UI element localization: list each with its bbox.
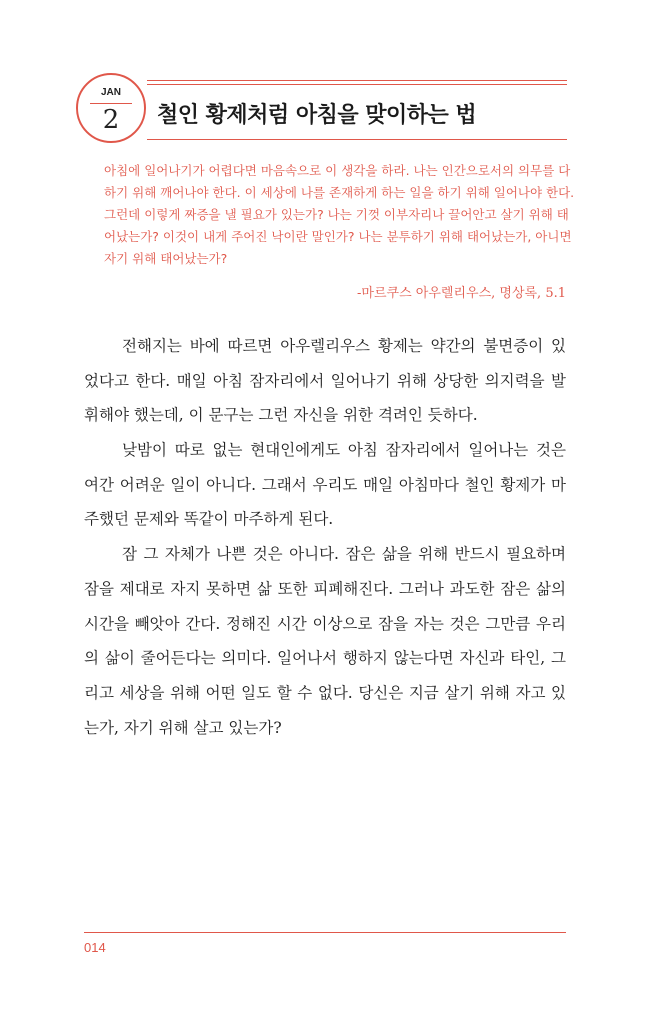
quote-line: 아침에 일어나기가 어렵다면 마음속으로 이 생각을 하라. 나는 인간으로서의 의무를 다 bbox=[104, 163, 571, 178]
quote-line: 어났는가? 이것이 내게 주어진 낙이란 말인가? 나는 분투하기 위해 태어났는가, 아니면 bbox=[104, 229, 572, 244]
quote-line: 자기 위해 태어났는가? bbox=[104, 251, 228, 266]
body-line: 었다고 한다. 매일 아침 잠자리에서 일어나기 위해 상당한 의지력을 발 bbox=[84, 371, 566, 390]
body-line: 잠 그 자체가 나쁜 것은 아니다. 잠은 삶을 위해 반드시 필요하며 bbox=[122, 545, 566, 564]
date-badge bbox=[76, 73, 146, 143]
body-line: 전해지는 바에 따르면 아우렐리우스 황제는 약간의 불면증이 있 bbox=[122, 337, 566, 355]
title-rule-top bbox=[147, 80, 567, 81]
title-rule-bottom bbox=[147, 139, 567, 140]
epigraph-quote bbox=[104, 160, 575, 270]
body-line: 시간을 빼앗아 간다. 정해진 시간 이상으로 잠을 자는 것은 그만큼 우리 bbox=[84, 614, 566, 633]
body-line: 의 삶이 줄어든다는 의미다. 일어나서 행하지 않는다면 자신과 타인, 그 bbox=[84, 649, 566, 668]
body-line: 는가, 자기 위해 살고 있는가? bbox=[84, 718, 282, 737]
body-line: 주했던 문제와 똑같이 마주하게 된다. bbox=[84, 510, 334, 529]
month-label: JAN bbox=[100, 87, 121, 98]
page-title: 철인 황제처럼 아침을 맞이하는 법 bbox=[157, 103, 477, 128]
title-rule-top-2 bbox=[147, 84, 567, 85]
page-number: 014 bbox=[84, 940, 106, 955]
body-line: 휘해야 했는데, 이 문구는 그런 자신을 위한 격려인 듯하다. bbox=[84, 406, 478, 425]
body-text bbox=[84, 332, 566, 748]
day-number: 2 bbox=[102, 105, 120, 135]
body-line: 여간 어려운 일이 아니다. 그래서 우리도 매일 아침마다 철인 황제가 마 bbox=[84, 475, 566, 494]
quote-line: 하기 위해 깨어나야 한다. 이 세상에 나를 존재하게 하는 일을 하기 위해 일어나야 한다. bbox=[104, 185, 575, 200]
quote-line: 그런데 이렇게 짜증을 낼 필요가 있는가? 나는 기껏 이부자리나 끌어안고 살기 위해 태 bbox=[104, 207, 569, 222]
body-line: 낮밤이 따로 없는 현대인에게도 아침 잠자리에서 일어나는 것은 bbox=[122, 441, 566, 460]
body-line: 리고 세상을 위해 어떤 일도 할 수 없다. 당신은 지금 살기 위해 자고 있 bbox=[84, 683, 566, 702]
quote-source: -마르쿠스 아우렐리우스, 명상록, 5.1 bbox=[357, 286, 566, 301]
divider bbox=[90, 103, 132, 104]
footer-rule bbox=[84, 932, 566, 933]
body-line: 잠을 제대로 자지 못하면 삶 또한 피폐해진다. 그러나 과도한 잠은 삶의 bbox=[84, 579, 566, 598]
